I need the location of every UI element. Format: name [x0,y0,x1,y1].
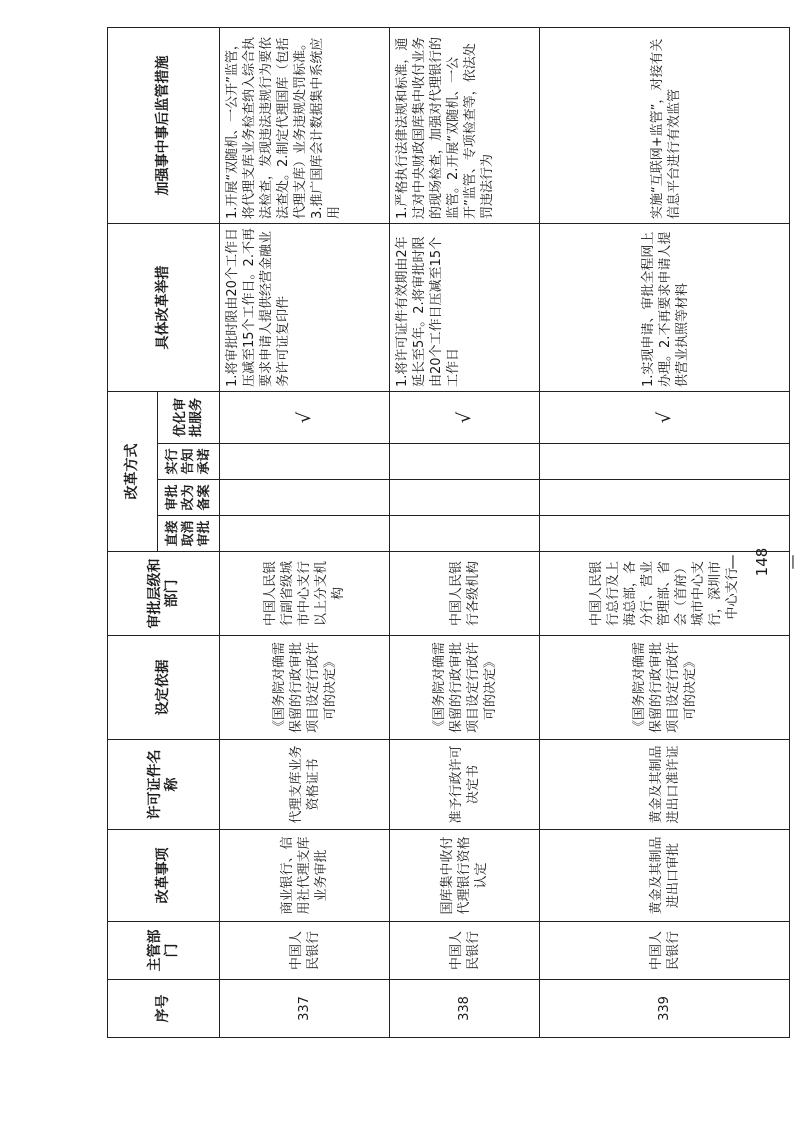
cell-item: 国库集中收付代理银行资格认定 [390,830,540,922]
cell-seq: 339 [540,980,790,1038]
cell-basis: 《国务院对确需保留的行政审批项目设定行政许可的决定》 [220,636,390,740]
cell-mode-notify [390,444,540,480]
cell-mode-record [540,480,790,516]
cell-item: 商业银行、信用社代理支库业务审批 [220,830,390,922]
cell-license: 准予行政许可决定书 [390,740,540,830]
cell-measures: 1.将许可证件有效期由2年延长至5年。2.将审批时限由20个工作日压减至15个工作日 [390,224,540,392]
cell-mode-notify [220,444,390,480]
cell-mode-cancel [540,516,790,552]
cell-seq: 337 [220,980,390,1038]
header-supervision: 加强事中事后监管措施 [108,28,220,224]
header-seq: 序号 [108,980,220,1038]
cell-supervision: 实施“互联网+监管”，对接有关信息平台进行有效监管 [540,28,790,224]
table-row [390,28,540,1038]
cell-level: 中国人民银行副省级城市中心支行以上分支机构 [220,552,390,636]
page-number: — 148 — [723,547,801,577]
cell-license: 黄金及其制品进出口准许证 [540,740,790,830]
cell-measures: 1.实现申请、审批全程网上办理。2.不再要求申请人提供营业执照等材料 [540,224,790,392]
header-basis: 设定依据 [108,636,220,740]
header-measures: 具体改革举措 [108,224,220,392]
cell-seq: 338 [390,980,540,1038]
cell-mode-notify [540,444,790,480]
cell-license: 代理支库业务资格证书 [220,740,390,830]
header-level: 审批层级和部门 [108,552,220,636]
header-mode-notify: 实行告知承诺 [158,444,220,480]
cell-dept: 中国人民银行 [390,922,540,980]
header-license: 许可证件名称 [108,740,220,830]
cell-basis: 《国务院对确需保留的行政审批项目设定行政许可的决定》 [390,636,540,740]
cell-level: 中国人民银行各级机构 [390,552,540,636]
header-row [108,28,158,1038]
header-mode-cancel: 直接取消审批 [158,516,220,552]
cell-mode-optimize: √ [220,392,390,444]
cell-basis: 《国务院对确需保留的行政审批项目设定行政许可的决定》 [540,636,790,740]
cell-mode-cancel [390,516,540,552]
cell-level: 中国人民银行总行及上海总部，各分行、营业管理部、省会（首府）城市中心支行，深圳市中心支行 [540,552,790,636]
cell-mode-cancel [220,516,390,552]
header-item: 改革事项 [108,830,220,922]
cell-mode-optimize: √ [390,392,540,444]
cell-mode-record [390,480,540,516]
header-reform-mode: 改革方式 [108,392,158,552]
rotated-table-container [107,28,801,1038]
table-row [220,28,390,1038]
cell-measures: 1.将审批时限由20个工作日压减至15个工作日。2.不再要求申请人提供经营金融业务许可证复印件 [220,224,390,392]
reform-table [107,27,801,1038]
header-dept: 主管部门 [108,922,220,980]
header-mode-optimize: 优化审批服务 [158,392,220,444]
cell-mode-optimize: √ [540,392,790,444]
cell-item: 黄金及其制品进出口审批 [540,830,790,922]
cell-supervision: 1.严格执行法律法规和标准，通过对中央财政国库集中收付业务的现场检查，加强对代理银行的监管。2.开展“双随机、一公开”监管、专项检查等，依法处罚违法行为 [390,28,540,224]
cell-mode-record [220,480,390,516]
table-row [540,28,790,1038]
cell-supervision: 1.开展“双随机、一公开”监管，将代理支库业务检查纳入综合执法检查，发现违法违规行为要依法查处。2.制定代理国库（包括代理支库）业务违规处罚标准。3.推广国库会计数据集中系统应用 [220,28,390,224]
cell-dept: 中国人民银行 [540,922,790,980]
header-mode-record: 审批改为备案 [158,480,220,516]
cell-dept: 中国人民银行 [220,922,390,980]
